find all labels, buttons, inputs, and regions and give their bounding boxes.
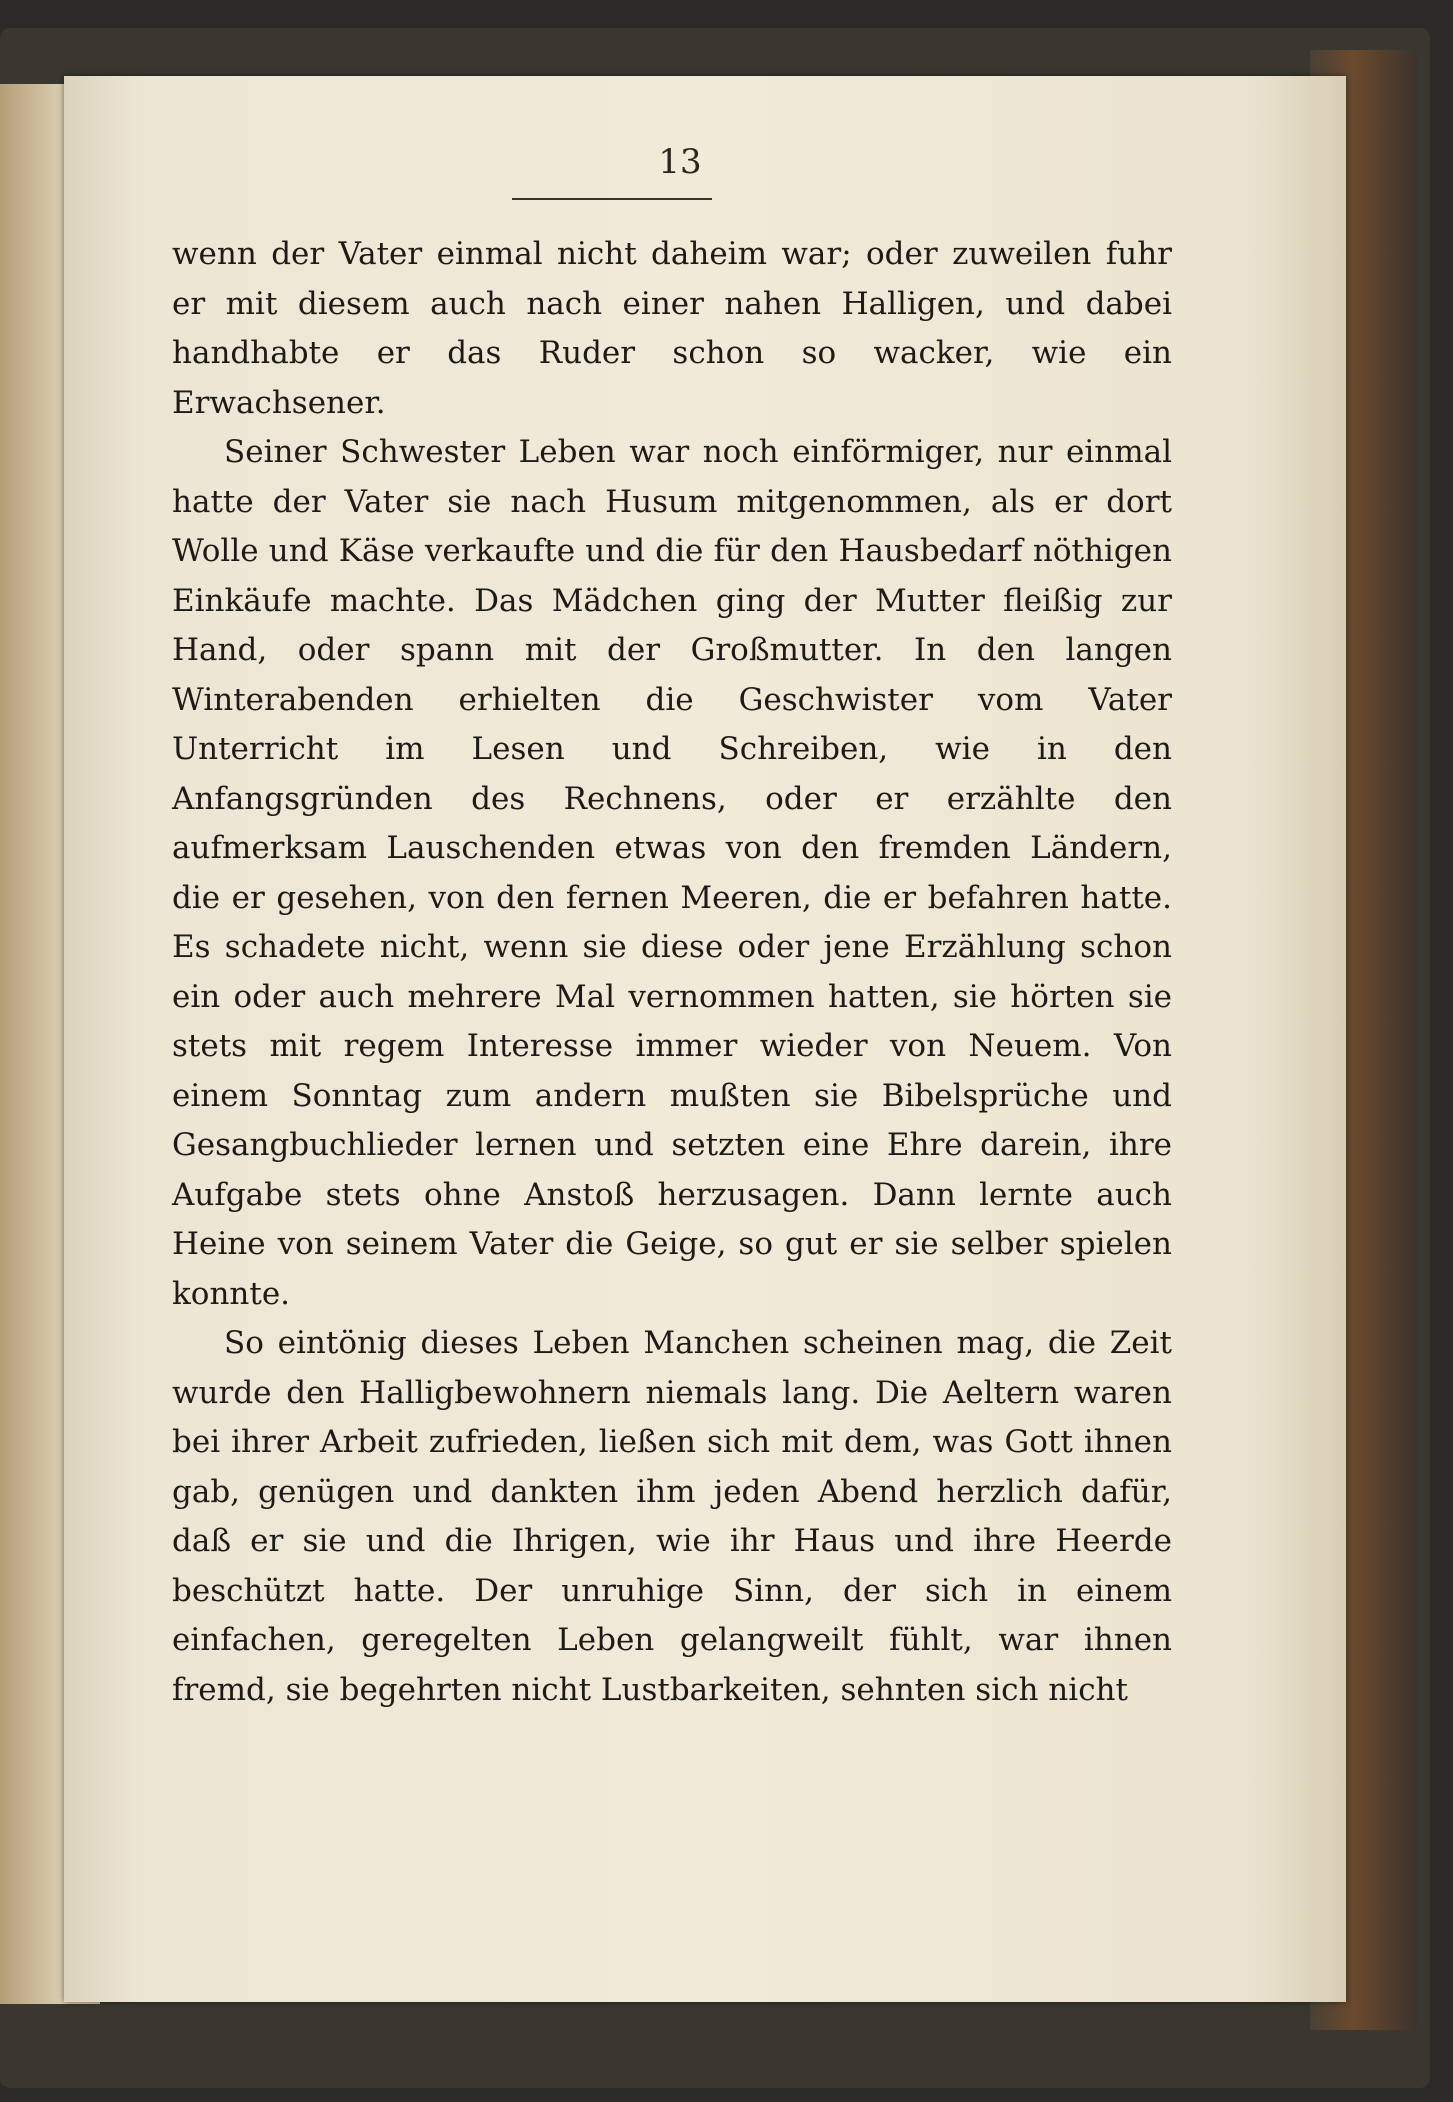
page-number: 13	[658, 142, 702, 182]
paragraph-1: wenn der Vater einmal nicht daheim war; oder zuweilen fuhr er mit diesem auch nach einer nahen Halligen, und dabei handhabte er das Ruder schon so wacker, wie ein Erwachsener.	[172, 236, 1172, 421]
paragraph-3: So eintönig dieses Leben Manchen scheinen mag, die Zeit wurde den Halligbewohnern niemals lang. Die Aeltern waren bei ihrer Arbeit zufrieden, ließen sich mit dem, was Gott ihnen gab, genügen und dankten ihm jeden Abend herzlich dafür, daß er sie und die Ihrigen, wie ihr Haus und ihre Heerde beschützt hatte. Der unruhige Sinn, der sich in einem einfachen, geregelten Leben gelangweilt fühlt, war ihnen fremd, sie begehrten nicht Lustbarkeiten, sehnten sich nicht	[172, 1325, 1172, 1708]
page-text	[172, 230, 1172, 1715]
paragraph-2: Seiner Schwester Leben war noch einförmiger, nur einmal hatte der Vater sie nach Husum mitgenommen, als er dort Wolle und Käse verkaufte und die für den Hausbedarf nöthigen Einkäufe machte. Das Mädchen ging der Mutter fleißig zur Hand, oder spann mit der Großmutter. In den langen Winterabenden erhielten die Geschwister vom Vater Unterricht im Lesen und Schreiben, wie in den Anfangsgründen des Rechnens, oder er erzählte den aufmerksam Lauschenden etwas von den fremden Ländern, die er gesehen, von den fernen Meeren, die er befahren hatte. Es schadete nicht, wenn sie diese oder jene Erzählung schon ein oder auch mehrere Mal vernommen hatten, sie hörten sie stets mit regem Interesse immer wieder von Neuem. Von einem Sonntag zum andern mußten sie Bibelsprüche und Gesangbuchlieder lernen und setzten eine Ehre darein, ihre Aufgabe stets ohne Anstoß herzusagen. Dann lernte auch Heine von seinem Vater die Geige, so gut er sie selber spielen konnte.	[172, 434, 1172, 1312]
page-number-rule	[512, 198, 712, 200]
